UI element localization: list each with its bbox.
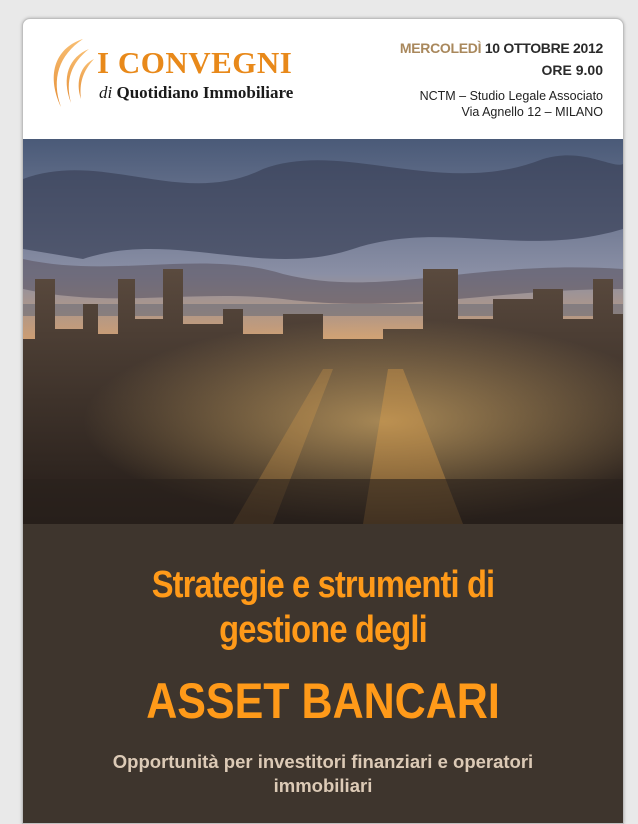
logo-subtitle xyxy=(99,83,293,103)
event-time: ORE 9.00 xyxy=(541,62,603,78)
event-subtitle: Opportunità per investitori finanziari e operatori immobiliari xyxy=(112,751,534,796)
event-title-line1: Strategie e strumenti di xyxy=(151,564,495,606)
event-panel xyxy=(23,524,623,824)
wave-logo-icon xyxy=(39,33,99,113)
logo-title: I CONVEGNI xyxy=(97,45,293,80)
header xyxy=(23,19,623,139)
event-date xyxy=(400,40,603,56)
venue-address: Via Agnello 12 – MILANO xyxy=(461,105,603,119)
event-title-line2: gestione degli xyxy=(219,609,427,651)
logo-sub-name: Quotidiano Immobiliare xyxy=(116,83,294,102)
invitation-card xyxy=(22,18,624,824)
event-date-text: 10 OTTOBRE 2012 xyxy=(484,40,603,56)
event-title-main: ASSET BANCARI xyxy=(146,673,500,729)
logo-sub-di: di xyxy=(99,83,113,102)
event-weekday: MERCOLEDÌ xyxy=(399,40,482,56)
city-skyline-photo xyxy=(23,139,623,524)
venue-name: NCTM – Studio Legale Associato xyxy=(419,89,603,103)
